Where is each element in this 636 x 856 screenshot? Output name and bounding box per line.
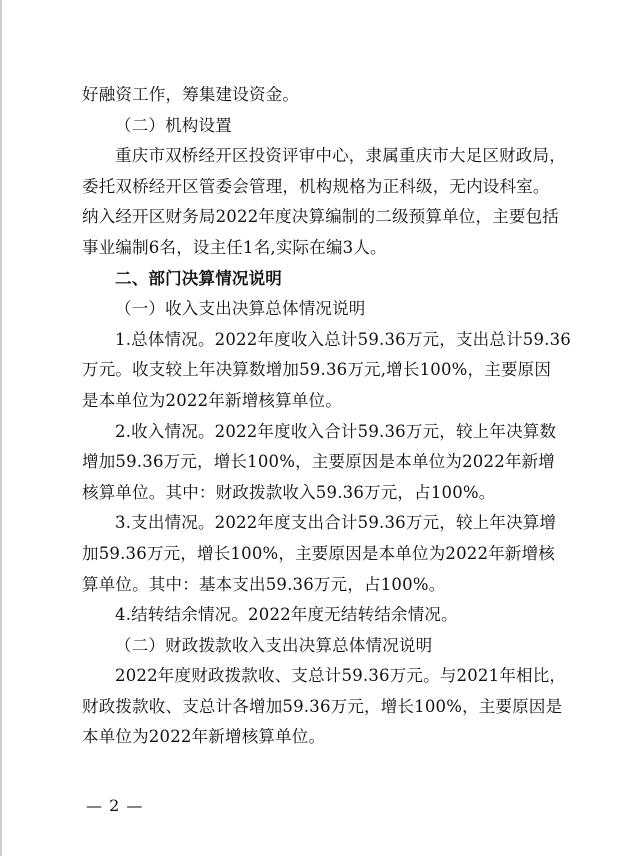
paragraph-line: 好融资工作，筹集建设资金。 <box>82 85 300 104</box>
paragraph-line: 财政拨款收、支总计各增加59.36万元，增长100%，主要原因是 <box>82 696 563 716</box>
document-body <box>82 80 572 753</box>
paragraph-line: 核算单位。其中：财政拨款收入59.36万元，占100%。 <box>82 482 496 502</box>
paragraph-line: 事业编制6名，设主任1名,实际在编3人。 <box>82 237 387 257</box>
section-heading-summary: （一）收入支出决算总体情况说明 <box>115 299 366 319</box>
paragraph-line: 重庆市双桥经开区投资评审中心，隶属重庆市大足区财政局， <box>115 146 566 166</box>
paragraph-line: 算单位。其中：基本支出59.36万元，占100%。 <box>82 574 446 594</box>
paragraph-line: 1.总体情况。2022年度收入总计59.36万元，支出总计59.36 <box>115 329 572 349</box>
paragraph-line: 纳入经开区财务局2022年度决算编制的二级预算单位，主要包括 <box>82 207 559 227</box>
paragraph-line: 4.结转结余情况。2022年度无结转结余情况。 <box>115 605 458 625</box>
paragraph-line: 委托双桥经开区管委会管理，机构规格为正科级，无内设科室。 <box>82 176 550 196</box>
section-heading-main: 二、部门决算情况说明 <box>115 268 282 288</box>
page-number: — 2 — <box>86 796 144 815</box>
paragraph-line: 2022年度财政拨款收、支总计59.36万元。与2021年相比， <box>115 666 567 686</box>
paragraph-line: 增加59.36万元，增长100%，主要原因是本单位为2022年新增 <box>82 452 555 472</box>
page-edge-line <box>0 0 2 856</box>
paragraph-line: 是本单位为2022年新增核算单位。 <box>82 390 342 410</box>
paragraph-line: 加59.36万元，增长100%，主要原因是本单位为2022年新增核 <box>82 543 555 563</box>
section-heading-org: （二）机构设置 <box>115 115 232 135</box>
section-heading-fiscal: （二）财政拨款收入支出决算总体情况说明 <box>115 635 433 655</box>
paragraph-line: 本单位为2022年新增核算单位。 <box>82 727 326 747</box>
paragraph-line: 万元。收支较上年决算数增加59.36万元,增长100%，主要原因 <box>82 360 552 380</box>
paragraph-line: 2.收入情况。2022年度收入合计59.36万元，较上年决算数 <box>115 421 557 441</box>
paragraph-line: 3.支出情况。2022年度支出合计59.36万元，较上年决算增 <box>115 513 557 533</box>
